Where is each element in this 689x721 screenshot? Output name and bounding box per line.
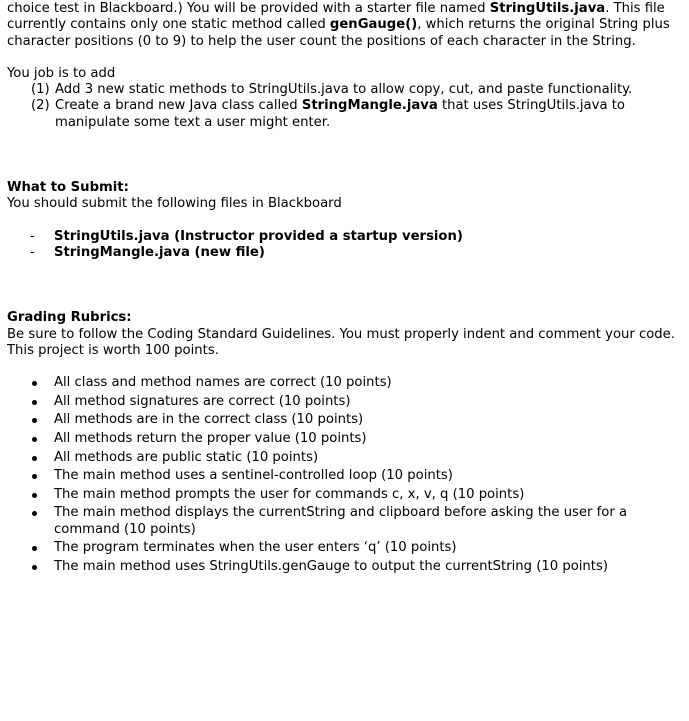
rubric-text: The main method prompts the user for commands c, x, v, q (10 points) xyxy=(54,486,525,502)
rubric-text: All methods are public static (10 points) xyxy=(54,449,319,465)
rubric-text: The main method uses a sentinel-controlled loop (10 points) xyxy=(54,468,453,484)
job-item-text: Add 3 new static methods to StringUtils.java to allow copy, cut, and paste functionality. xyxy=(55,82,633,98)
bullet-icon xyxy=(32,456,37,461)
rubric-item xyxy=(7,394,683,410)
bullet-icon xyxy=(32,511,37,516)
job-item-number: (2) xyxy=(31,98,50,114)
rubrics-heading: Grading Rubrics: xyxy=(7,310,132,326)
submit-text: You should submit the following files in Blackboard xyxy=(7,196,342,212)
job-item xyxy=(7,82,683,98)
intro-text-3: , which returns the original String plus character positions (0 to 9) to help the user count the positions of each character in the String. xyxy=(7,17,670,49)
job-item-text-post: that uses StringUtils.java to manipulate some text a user might enter. xyxy=(55,98,625,130)
dash-marker: - xyxy=(30,244,35,260)
rubric-text: The main method displays the currentString and clipboard before asking the user for a command (10 points) xyxy=(54,505,628,537)
rubric-item xyxy=(7,375,683,391)
intro-text-1: choice test in Blackboard.) You will be provided with a starter file named xyxy=(7,1,490,16)
bullet-icon xyxy=(32,546,37,551)
rubric-text: All method signatures are correct (10 points) xyxy=(54,393,351,409)
rubric-item xyxy=(7,559,683,575)
dash-marker: - xyxy=(30,228,35,244)
document xyxy=(7,1,683,577)
job-item-text-pre: Create a brand new Java class called xyxy=(55,98,302,114)
submit-file-item xyxy=(7,229,683,245)
intro-paragraph xyxy=(7,1,683,50)
rubric-text: All class and method names are correct (10 points) xyxy=(54,375,392,391)
bullet-icon xyxy=(32,400,37,405)
method-name: genGauge() xyxy=(329,17,418,33)
rubric-text: All methods return the proper value (10 points) xyxy=(54,430,367,446)
intro-text-2: . This file currently contains only one static method called xyxy=(7,1,665,33)
rubrics-text: Be sure to follow the Coding Standard Guidelines. You must properly indent and comment your code. This project is worth 100 points. xyxy=(7,326,675,358)
submit-file-list xyxy=(7,229,683,262)
starter-file-name: StringUtils.java xyxy=(489,1,606,16)
rubric-text: The program terminates when the user enters ‘q’ (10 points) xyxy=(54,540,457,556)
submit-file-item xyxy=(7,245,683,261)
rubric-item xyxy=(7,468,683,484)
rubric-item xyxy=(7,487,683,503)
submit-heading: What to Submit: xyxy=(7,180,129,196)
job-item-number: (1) xyxy=(31,82,50,98)
bullet-icon xyxy=(32,437,37,442)
bullet-icon xyxy=(32,493,37,498)
bullet-icon xyxy=(32,474,37,479)
submit-file-name: StringUtils.java (Instructor provided a startup version) xyxy=(54,228,463,244)
job-list xyxy=(7,82,683,131)
rubric-item xyxy=(7,540,683,556)
job-item-class-name: StringMangle.java xyxy=(301,98,438,114)
bullet-icon xyxy=(32,418,37,423)
rubric-text: All methods are in the correct class (10 points) xyxy=(54,412,364,428)
rubric-item xyxy=(7,412,683,428)
bullet-icon xyxy=(32,565,37,570)
rubric-item xyxy=(7,505,683,538)
job-lead: You job is to add xyxy=(7,65,116,81)
rubric-list xyxy=(7,375,683,575)
submit-file-name: StringMangle.java (new file) xyxy=(54,244,265,260)
job-item xyxy=(7,98,683,131)
bullet-icon xyxy=(32,381,37,386)
rubric-text: The main method uses StringUtils.genGauge to output the currentString (10 points) xyxy=(54,558,608,574)
rubric-item xyxy=(7,431,683,447)
rubric-item xyxy=(7,450,683,466)
